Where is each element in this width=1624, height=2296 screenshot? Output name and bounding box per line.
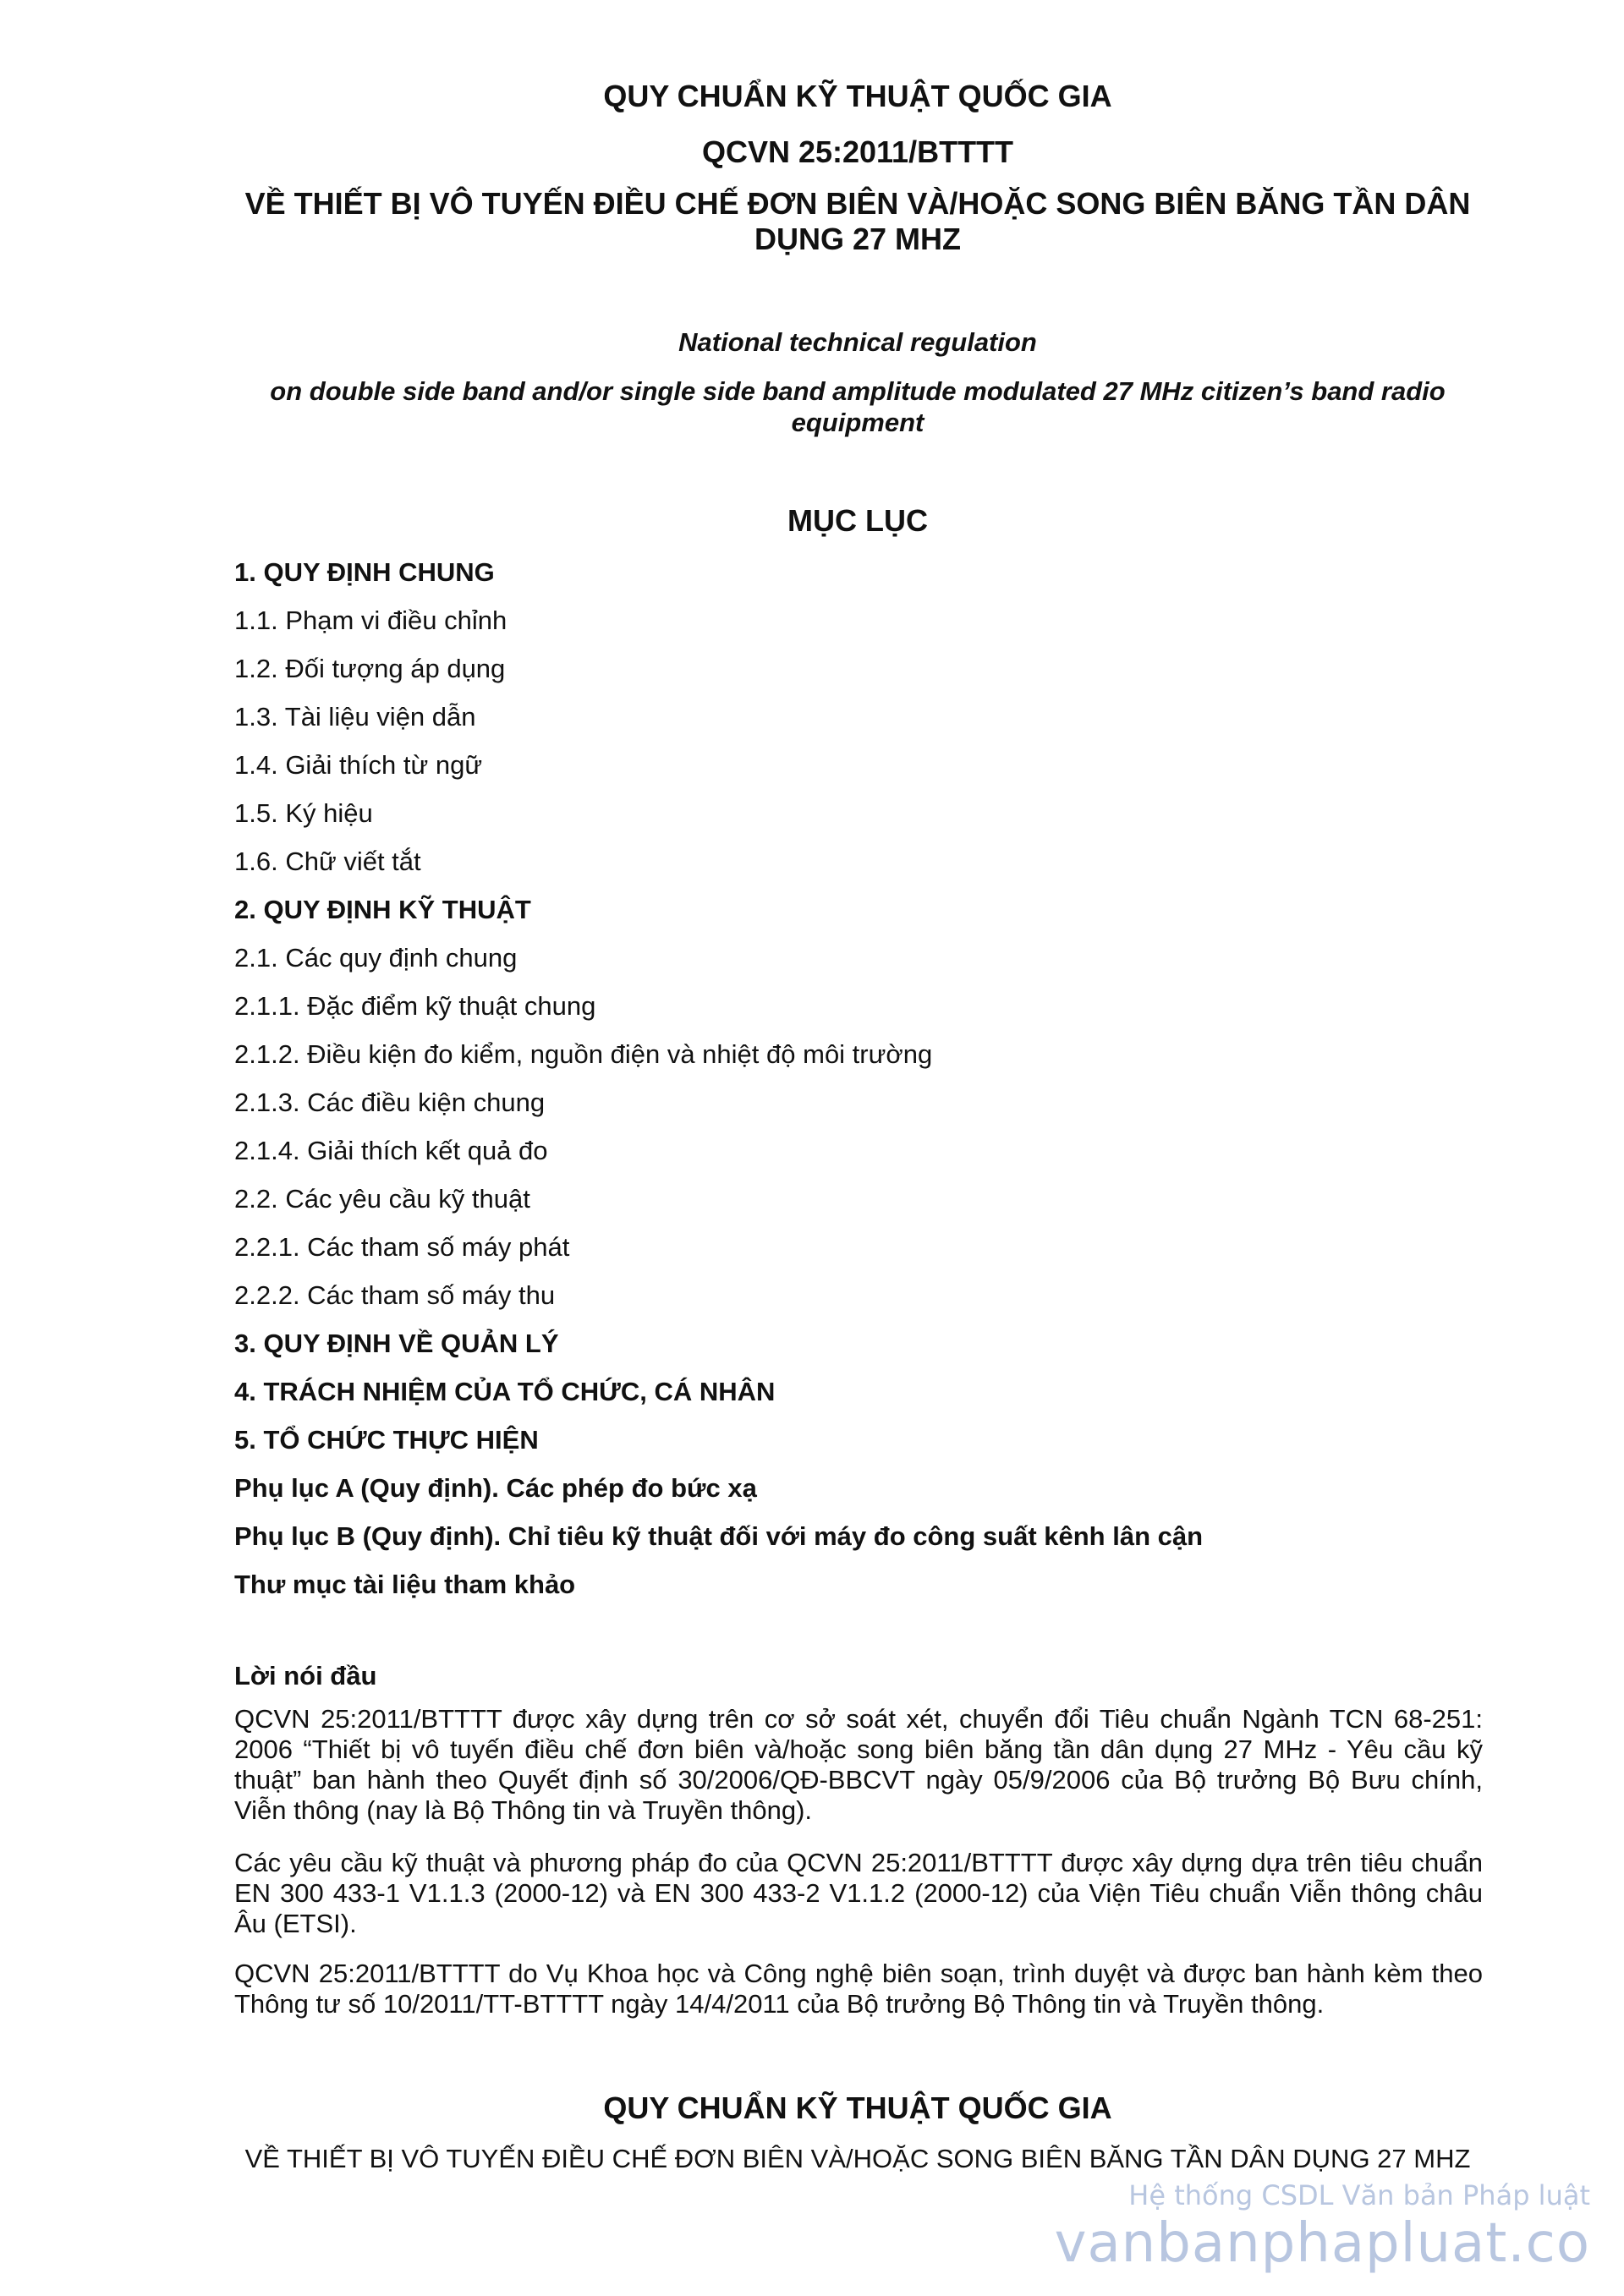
watermark-site-link[interactable]: vanbanphapluat.co	[1054, 2212, 1590, 2275]
toc-item[interactable]: 1. QUY ĐỊNH CHUNG	[234, 557, 495, 587]
table-of-contents	[234, 556, 1483, 1617]
toc-item[interactable]: Phụ lục A (Quy định). Các phép đo bức xạ	[234, 1473, 757, 1503]
preface-paragraph: QCVN 25:2011/BTTTT do Vụ Khoa học và Công nghệ biên soạn, trình duyệt và được ban hành kèm theo Thông tư số 10/2011/TT-BTTTT ngày 14/4/2011 của Bộ trưởng Bộ Thông tin và Truyền thông.	[234, 1959, 1483, 2019]
preface-title: Lời nói đầu	[234, 1661, 377, 1690]
toc-item[interactable]: 1.5. Ký hiệu	[234, 798, 373, 828]
preface-paragraph: Các yêu cầu kỹ thuật và phương pháp đo của QCVN 25:2011/BTTTT được xây dựng dựa trên tiêu chuẩn EN 300 433-1 V1.1.3 (2000-12) và EN 300 433-2 V1.1.2 (2000-12) của Viện Tiêu chuẩn Viễn thông châu Âu (ETSI).	[234, 1848, 1483, 1938]
toc-item[interactable]: 2. QUY ĐỊNH KỸ THUẬT	[234, 895, 531, 924]
watermark-caption: Hệ thống CSDL Văn bản Pháp luật	[1128, 2179, 1590, 2211]
toc-item[interactable]: 2.2. Các yêu cầu kỹ thuật	[234, 1184, 530, 1214]
document-title: QUY CHUẨN KỸ THUẬT QUỐC GIA	[603, 79, 1112, 113]
toc-item[interactable]: 1.1. Phạm vi điều chỉnh	[234, 606, 508, 635]
toc-item[interactable]: 1.6. Chữ viết tắt	[234, 847, 421, 876]
toc-item[interactable]: 2.1. Các quy định chung	[234, 943, 518, 973]
toc-item[interactable]: 2.1.1. Đặc điểm kỹ thuật chung	[234, 991, 596, 1021]
english-title-line1: National technical regulation	[678, 327, 1037, 357]
toc-item[interactable]: Thư mục tài liệu tham khảo	[234, 1570, 576, 1599]
toc-item[interactable]: 2.1.3. Các điều kiện chung	[234, 1088, 546, 1117]
section-subject: VỀ THIẾT BỊ VÔ TUYẾN ĐIỀU CHẾ ĐƠN BIÊN VÀ/HOẶC SONG BIÊN BĂNG TẦN DÂN DỤNG 27 MHZ	[244, 2144, 1471, 2173]
english-title-line2: on double side band and/or single side band amplitude modulated 27 MHz citizen’s band radio equipment	[270, 376, 1446, 437]
toc-item[interactable]: Phụ lục B (Quy định). Chỉ tiêu kỹ thuật đối với máy đo công suất kênh lân cận	[234, 1521, 1204, 1551]
toc-item[interactable]: 4. TRÁCH NHIỆM CỦA TỔ CHỨC, CÁ NHÂN	[234, 1377, 776, 1406]
toc-item[interactable]: 3. QUY ĐỊNH VỀ QUẢN LÝ	[234, 1329, 559, 1358]
toc-item[interactable]: 5. TỔ CHỨC THỰC HIỆN	[234, 1425, 539, 1455]
preface-paragraph: QCVN 25:2011/BTTTT được xây dựng trên cơ sở soát xét, chuyển đổi Tiêu chuẩn Ngành TCN 68-251: 2006 “Thiết bị vô tuyến điều chế đơn biên và/hoặc song biên băng tần dân dụng 27 MHz - Yêu cầu kỹ thuật” ban hành theo Quyết định số 30/2006/QĐ-BBCVT ngày 05/9/2006 của Bộ trưởng Bộ Bưu chính, Viễn thông (nay là Bộ Thông tin và Truyền thông).	[234, 1704, 1483, 1825]
toc-item[interactable]: 2.1.2. Điều kiện đo kiểm, nguồn điện và nhiệt độ môi trường	[234, 1039, 933, 1069]
section-title: QUY CHUẨN KỸ THUẬT QUỐC GIA	[603, 2091, 1112, 2125]
toc-item[interactable]: 1.2. Đối tượng áp dụng	[234, 654, 506, 683]
toc-item[interactable]: 1.3. Tài liệu viện dẫn	[234, 702, 476, 732]
toc-item[interactable]: 2.1.4. Giải thích kết quả đo	[234, 1136, 548, 1165]
toc-item[interactable]: 1.4. Giải thích từ ngữ	[234, 750, 483, 780]
toc-title: MỤC LỤC	[787, 503, 928, 538]
toc-item[interactable]: 2.2.2. Các tham số máy thu	[234, 1280, 556, 1310]
document-subject: VỀ THIẾT BỊ VÔ TUYẾN ĐIỀU CHẾ ĐƠN BIÊN VÀ/HOẶC SONG BIÊN BĂNG TẦN DÂN DỤNG 27 MHZ	[244, 186, 1471, 256]
document-code: QCVN 25:2011/BTTTT	[701, 134, 1014, 169]
toc-item[interactable]: 2.2.1. Các tham số máy phát	[234, 1232, 570, 1262]
